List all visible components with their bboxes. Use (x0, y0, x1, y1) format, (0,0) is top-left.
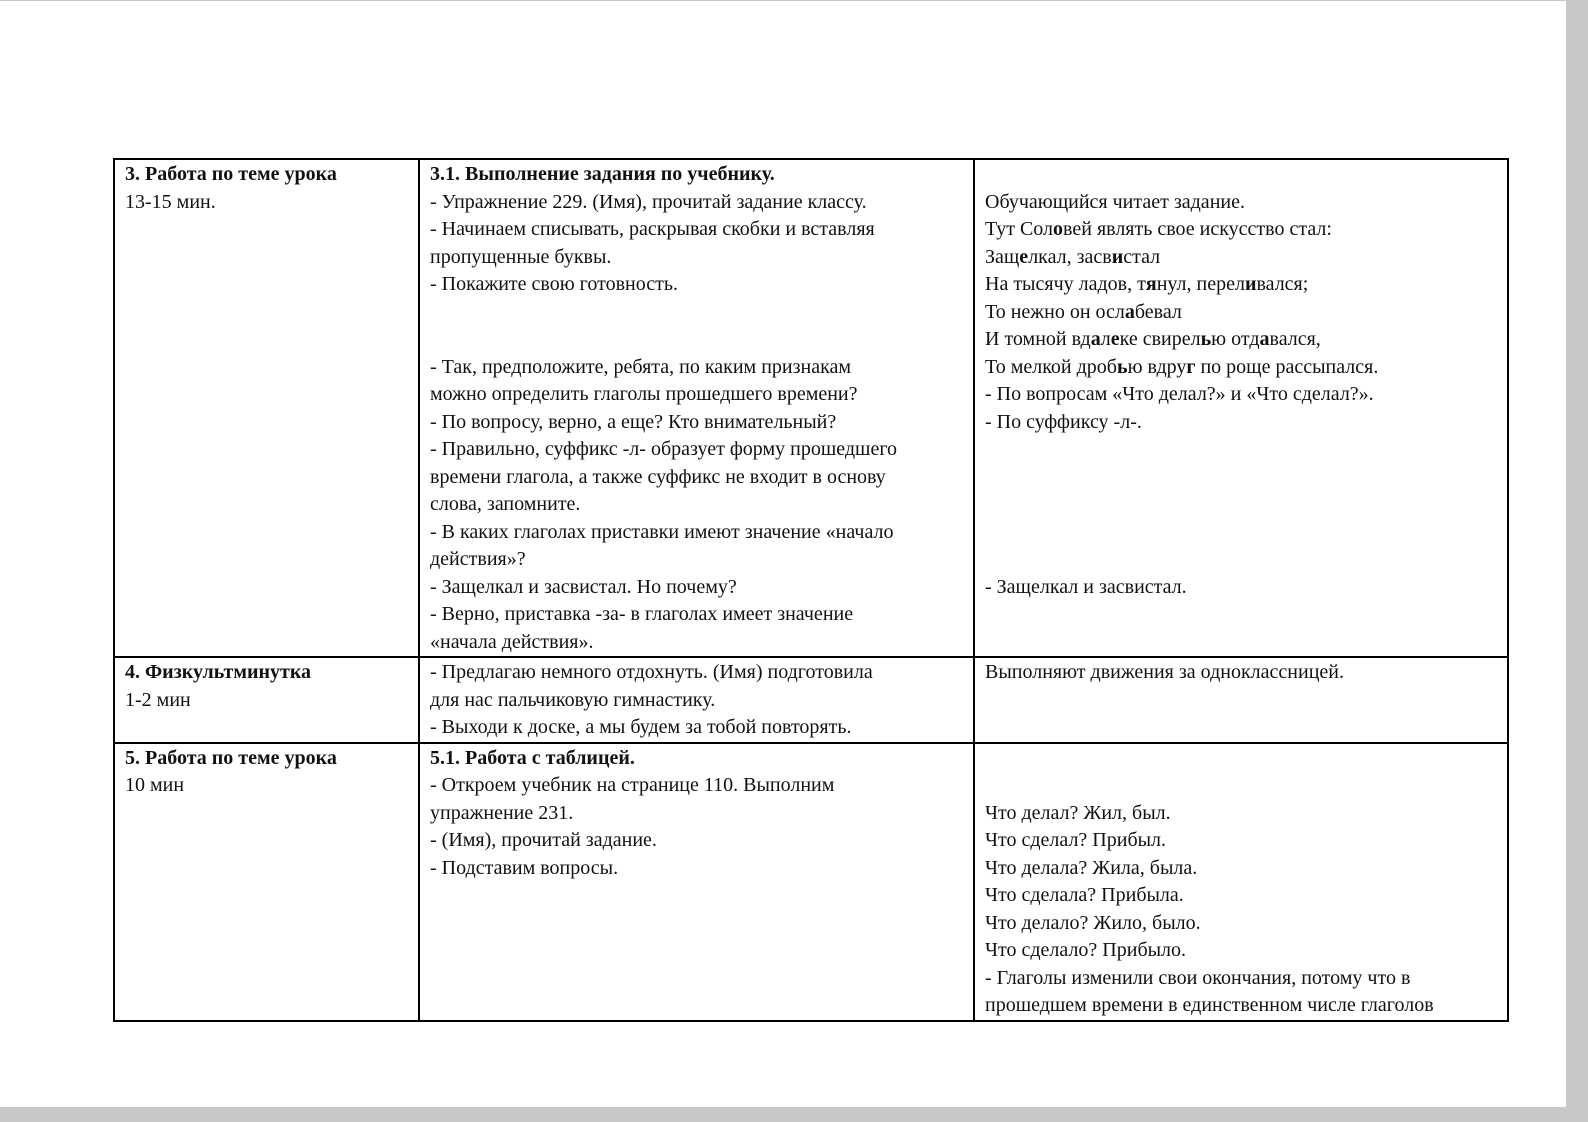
poem-text: лкал, засв (1028, 245, 1112, 268)
student-line: Что делало? Жило, было. (985, 911, 1201, 934)
emphasized-letter: и (1244, 273, 1257, 295)
emphasized-letter: а (1124, 300, 1135, 323)
emphasized-letter: я (1145, 273, 1157, 295)
teacher-line: - Верно, приставка -за- в глаголах имеет значение (430, 603, 854, 625)
teacher-line: можно определить глаголы прошедшего времени? (430, 383, 858, 405)
poem-text: Тут Сол (985, 218, 1054, 240)
lesson-plan-table (113, 158, 1509, 1022)
poem-text: То нежно он осл (985, 300, 1125, 323)
table-row-stage-4 (114, 657, 1508, 743)
student-line: Обучающийся читает задание. (985, 190, 1245, 213)
emphasized-letter: и (1111, 245, 1124, 268)
poem-text: бевал (1134, 300, 1182, 323)
poem-line (985, 299, 1497, 327)
student-line: Что сделал? Прибыл. (985, 829, 1167, 851)
student-activity-cell (974, 657, 1508, 743)
teacher-line: - Покажите свою готовность. (430, 273, 678, 295)
emphasized-letter: а (1259, 328, 1270, 350)
poem-text: На тысячу ладов, т (985, 273, 1146, 295)
teacher-line: «начала действия». (430, 630, 594, 653)
stage-cell (114, 159, 419, 657)
stage-duration: 13-15 мин. (125, 190, 216, 213)
table-row-stage-5 (114, 743, 1508, 1021)
teacher-line: времени глагола, а также суффикс не входит в основу (430, 465, 886, 488)
teacher-line: - Защелкал и засвистал. Но почему? (430, 575, 737, 598)
teacher-line: - Откроем учебник на странице 110. Выполним (430, 774, 835, 796)
student-line: Выполняют движения за одноклассницей. (985, 661, 1344, 683)
teacher-activity-cell (419, 657, 974, 743)
teacher-line: - По вопросу, верно, а еще? Кто внимательный? (430, 410, 837, 433)
emphasized-letter: е (1110, 328, 1120, 350)
poem-text: по роще рассыпался. (1195, 355, 1379, 378)
emphasized-letter: ь (1200, 328, 1212, 350)
stage-title: 4. Физкультминутка (125, 661, 312, 683)
poem-line (985, 216, 1497, 244)
teacher-line: - Выходи к доске, а мы будем за тобой повторять. (430, 716, 852, 738)
teacher-line: - В каких глаголах приставки имеют значение «начало (430, 520, 894, 543)
spacer (985, 436, 1497, 574)
poem-text: вался, (1269, 328, 1321, 350)
spacer (985, 745, 1497, 800)
student-answer: - По суффиксу -л-. (985, 410, 1142, 433)
student-line: Что делал? Жил, был. (985, 801, 1171, 824)
teacher-line: слова, запомните. (430, 493, 581, 515)
poem-text: стал (1123, 245, 1161, 268)
poem-text: ю вдру (1127, 355, 1187, 378)
teacher-line: - Подставим вопросы. (430, 856, 619, 879)
student-line: прошедшем времени в единственном числе глаголов (985, 994, 1434, 1016)
poem-line (985, 244, 1497, 272)
stage-duration: 10 мин (125, 774, 185, 796)
teacher-line: - Правильно, суффикс -л- образует форму прошедшего (430, 438, 898, 460)
poem-text: нул, перел (1156, 273, 1245, 295)
student-answer: - Защелкал и засвистал. (985, 575, 1187, 598)
poem-text: То мелкой дроб (985, 355, 1117, 378)
teacher-activity-cell (419, 159, 974, 657)
stage-cell (114, 657, 419, 743)
poem-text: вался; (1256, 273, 1309, 295)
emphasized-letter: е (1019, 245, 1029, 268)
poem-line (985, 271, 1497, 299)
poem-line (985, 326, 1497, 354)
poem-line (985, 354, 1497, 382)
emphasized-letter: г (1186, 355, 1196, 378)
student-line: - Глаголы изменили свои окончания, потому что в (985, 966, 1411, 989)
teacher-activity-cell (419, 743, 974, 1021)
student-line: Что сделало? Прибыло. (985, 939, 1187, 961)
teacher-line: пропущенные буквы. (430, 245, 612, 268)
student-activity-cell (974, 159, 1508, 657)
student-line: Что делала? Жила, была. (985, 856, 1198, 879)
spacer (430, 299, 963, 354)
teacher-line: - Так, предположите, ребята, по каким признакам (430, 355, 852, 378)
poem-text: Защ (985, 245, 1020, 268)
poem-text: л (1100, 328, 1111, 350)
teacher-line: для нас пальчиковую гимнастику. (430, 688, 716, 711)
teacher-line: - Предлагаю немного отдохнуть. (Имя) подготовила (430, 661, 873, 683)
stage-duration: 1-2 мин (125, 688, 191, 711)
teacher-line: - Упражнение 229. (Имя), прочитай задание классу. (430, 190, 867, 213)
table-row-stage-3 (114, 159, 1508, 657)
section-heading: 3.1. Выполнение задания по учебнику. (430, 163, 775, 185)
emphasized-letter: ь (1116, 355, 1128, 378)
emphasized-letter: а (1090, 328, 1101, 350)
teacher-line: - Начинаем списывать, раскрывая скобки и вставляя (430, 218, 875, 240)
poem-text: И томной вд (985, 328, 1091, 350)
teacher-line: - (Имя), прочитай задание. (430, 829, 657, 851)
student-line: Что сделала? Прибыла. (985, 884, 1184, 906)
teacher-line: действия»? (430, 548, 526, 570)
student-activity-cell (974, 743, 1508, 1021)
emphasized-letter: о (1053, 218, 1064, 240)
poem-text: вей являть свое искусство стал: (1063, 218, 1332, 240)
teacher-line: упражнение 231. (430, 801, 574, 824)
stage-title: 5. Работа по теме урока (125, 746, 337, 769)
section-heading: 5.1. Работа с таблицей. (430, 746, 635, 769)
poem-text: ю отд (1211, 328, 1260, 350)
spacer (985, 161, 1497, 189)
stage-cell (114, 743, 419, 1021)
poem-text: ке свирел (1119, 328, 1201, 350)
student-answer: - По вопросам «Что делал?» и «Что сделал?». (985, 383, 1374, 405)
stage-title: 3. Работа по теме урока (125, 163, 337, 185)
